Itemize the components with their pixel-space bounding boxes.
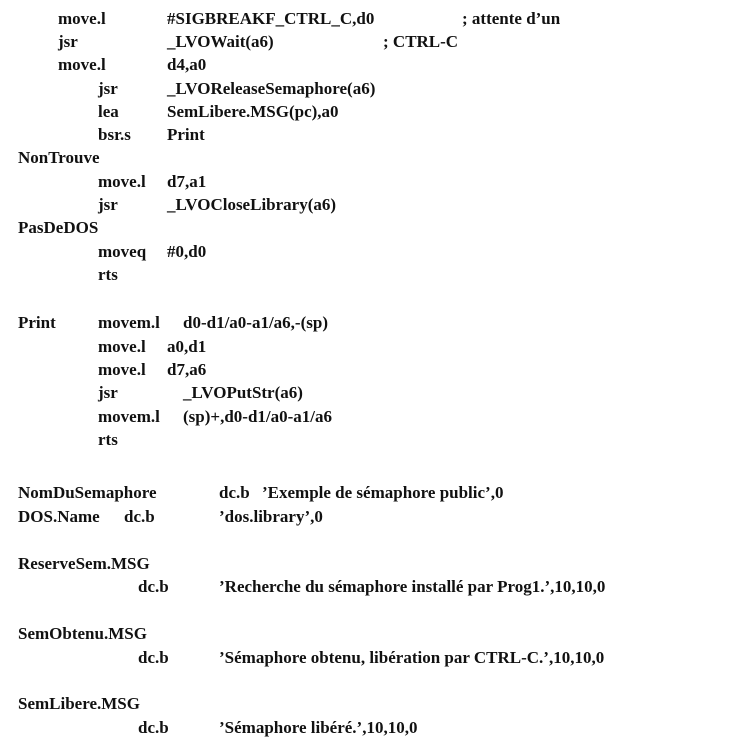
instruction: rts bbox=[98, 430, 118, 449]
instruction: lea bbox=[98, 102, 119, 121]
operand: a0,d1 bbox=[167, 337, 207, 356]
instruction: move.l bbox=[58, 9, 106, 28]
label: NomDuSemaphore bbox=[18, 483, 157, 502]
instruction: movem.l bbox=[98, 407, 160, 426]
instruction: dc.b bbox=[219, 483, 250, 502]
label: DOS.Name bbox=[18, 507, 100, 526]
label: SemObtenu.MSG bbox=[18, 624, 147, 643]
label: NonTrouve bbox=[18, 148, 100, 167]
label: ReserveSem.MSG bbox=[18, 554, 150, 573]
operand: ’Sémaphore libéré.’,10,10,0 bbox=[219, 718, 418, 737]
instruction: jsr bbox=[98, 79, 118, 98]
instruction: jsr bbox=[98, 195, 118, 214]
operand: _LVOPutStr(a6) bbox=[183, 383, 303, 402]
operand: d7,a6 bbox=[167, 360, 207, 379]
operand: ’dos.library’,0 bbox=[219, 507, 323, 526]
instruction: bsr.s bbox=[98, 125, 131, 144]
operand: SemLibere.MSG(pc),a0 bbox=[167, 102, 339, 121]
operand: d7,a1 bbox=[167, 172, 207, 191]
operand: _LVOWait(a6) bbox=[167, 32, 274, 51]
label: SemLibere.MSG bbox=[18, 694, 140, 713]
instruction: rts bbox=[98, 265, 118, 284]
instruction: dc.b bbox=[138, 577, 169, 596]
instruction: jsr bbox=[98, 383, 118, 402]
instruction: move.l bbox=[58, 55, 106, 74]
operand: d0-d1/a0-a1/a6,-(sp) bbox=[183, 313, 328, 332]
operand: ’Sémaphore obtenu, libération par CTRL-C.’,10,10,0 bbox=[219, 648, 605, 667]
operand: #0,d0 bbox=[167, 242, 207, 261]
label: PasDeDOS bbox=[18, 218, 99, 237]
instruction: dc.b bbox=[138, 648, 169, 667]
instruction: moveq bbox=[98, 242, 147, 261]
operand: (sp)+,d0-d1/a0-a1/a6 bbox=[183, 407, 333, 426]
operand: #SIGBREAKF_CTRL_C,d0 bbox=[167, 9, 375, 28]
operand: _LVOReleaseSemaphore(a6) bbox=[167, 79, 376, 98]
label: Print bbox=[18, 313, 56, 332]
operand: ’Recherche du sémaphore installé par Prog1.’,10,10,0 bbox=[219, 577, 606, 596]
instruction: dc.b bbox=[138, 718, 169, 737]
instruction: jsr bbox=[58, 32, 78, 51]
operand: Print bbox=[167, 125, 205, 144]
instruction: move.l bbox=[98, 172, 146, 191]
operand: d4,a0 bbox=[167, 55, 207, 74]
comment: ; attente d’un bbox=[462, 9, 561, 28]
instruction: move.l bbox=[98, 337, 146, 356]
instruction: move.l bbox=[98, 360, 146, 379]
operand: ’Exemple de sémaphore public’,0 bbox=[262, 483, 504, 502]
instruction: dc.b bbox=[124, 507, 155, 526]
operand: _LVOCloseLibrary(a6) bbox=[167, 195, 337, 214]
instruction: movem.l bbox=[98, 313, 160, 332]
comment: ; CTRL-C bbox=[383, 32, 459, 51]
